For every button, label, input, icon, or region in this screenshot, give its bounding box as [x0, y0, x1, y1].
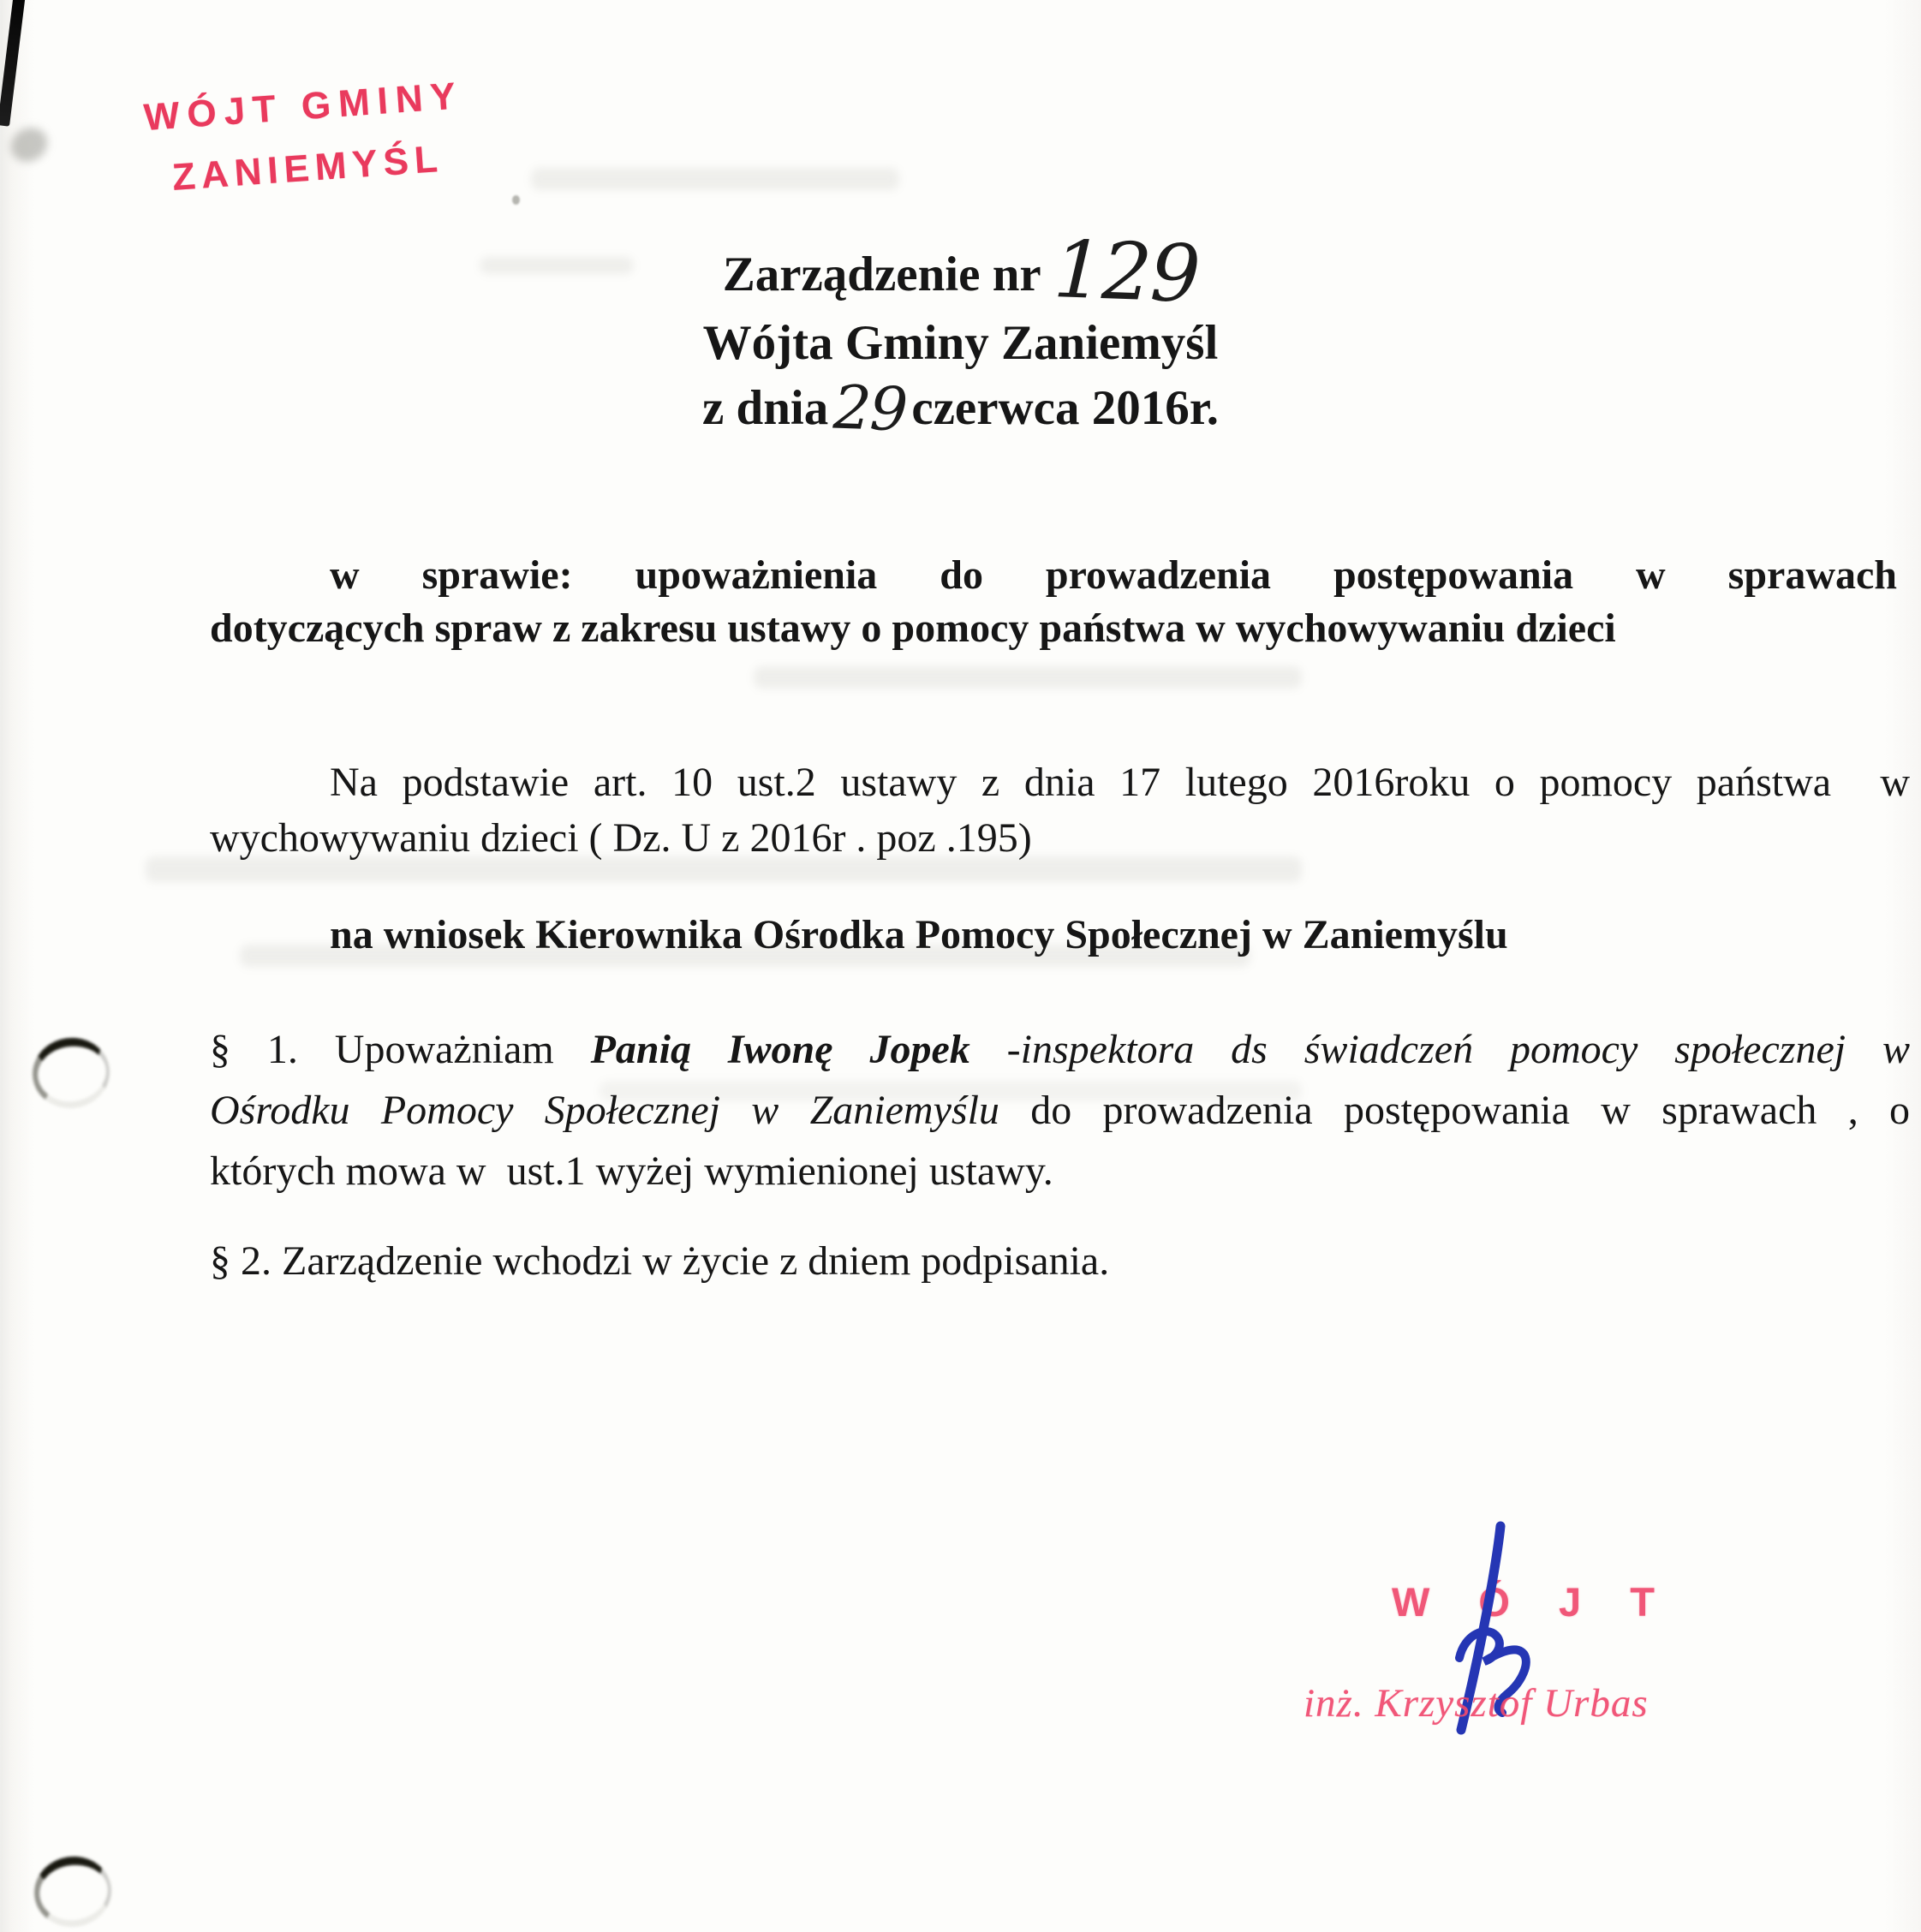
bleed-through-mark: [754, 666, 1302, 689]
paragraph1-line-1: [210, 1029, 1910, 1070]
title-line-3: [0, 372, 1921, 445]
par1-office-run: Ośrodku Pomocy Społecznej w Zaniemyślu: [210, 1088, 1031, 1133]
handwritten-ordinance-number: 129: [1051, 224, 1201, 320]
signature-title-stamp: W Ó J T: [1392, 1579, 1673, 1625]
office-stamp: [118, 73, 492, 203]
scan-smudge: [4, 122, 53, 169]
office-stamp-line2: ZANIEMYŚL: [170, 137, 445, 199]
punch-hole-shadow-top: [28, 1033, 115, 1113]
paragraph1-line-3: których mowa w ust.1 wyżej wymienionej ustawy.: [210, 1148, 1053, 1194]
paragraph1-line-2: [210, 1090, 1910, 1131]
title-ordinance-label: Zarządzenie nr: [722, 247, 1041, 301]
title-line-1: [0, 224, 1921, 320]
title-date-suffix: czerwca 2016r.: [911, 381, 1220, 435]
subject-line-1: w sprawie: upoważnienia do prowadzenia postępowania w sprawach: [330, 552, 1897, 598]
office-stamp-line1: WÓJT GMINY: [142, 75, 465, 140]
handwritten-day: 29: [832, 372, 908, 445]
request-line: na wniosek Kierownika Ośrodka Pomocy Społecznej w Zaniemyślu: [330, 912, 1508, 957]
par1-regular-run: § 1. Upoważniam: [210, 1027, 591, 1072]
subject-line-2: dotyczących spraw z zakresu ustawy o pomocy państwa w wychowywaniu dzieci: [210, 605, 1616, 651]
signature-name-stamp: inż. Krzysztof Urbas: [1304, 1681, 1649, 1726]
title-line-2: [0, 316, 1921, 370]
bleed-through-mark: [531, 168, 899, 190]
scan-speck: [512, 195, 520, 205]
paragraph2-line: § 2. Zarządzenie wchodzi w życie z dniem podpisania.: [210, 1238, 1110, 1284]
legal-basis-line-2: wychowywaniu dzieci ( Dz. U z 2016r . poz .195): [210, 815, 1032, 861]
punch-hole-shadow-bottom: [30, 1852, 116, 1932]
binder-clip-mark: [0, 0, 26, 127]
par1-name-run: Panią Iwonę Jopek: [590, 1027, 1007, 1072]
title-issuer: Wójta Gminy Zaniemyśl: [702, 316, 1219, 370]
par1-regular-run2: do prowadzenia postępowania w sprawach , o: [1030, 1088, 1910, 1133]
legal-basis-line-1: Na podstawie art. 10 ust.2 ustawy z dnia 17 lutego 2016roku o pomocy państwa w: [330, 760, 1910, 805]
title-date-prefix: z dnia: [701, 381, 829, 435]
par1-role-run: -inspektora ds świadczeń pomocy społecznej w: [1006, 1027, 1910, 1072]
